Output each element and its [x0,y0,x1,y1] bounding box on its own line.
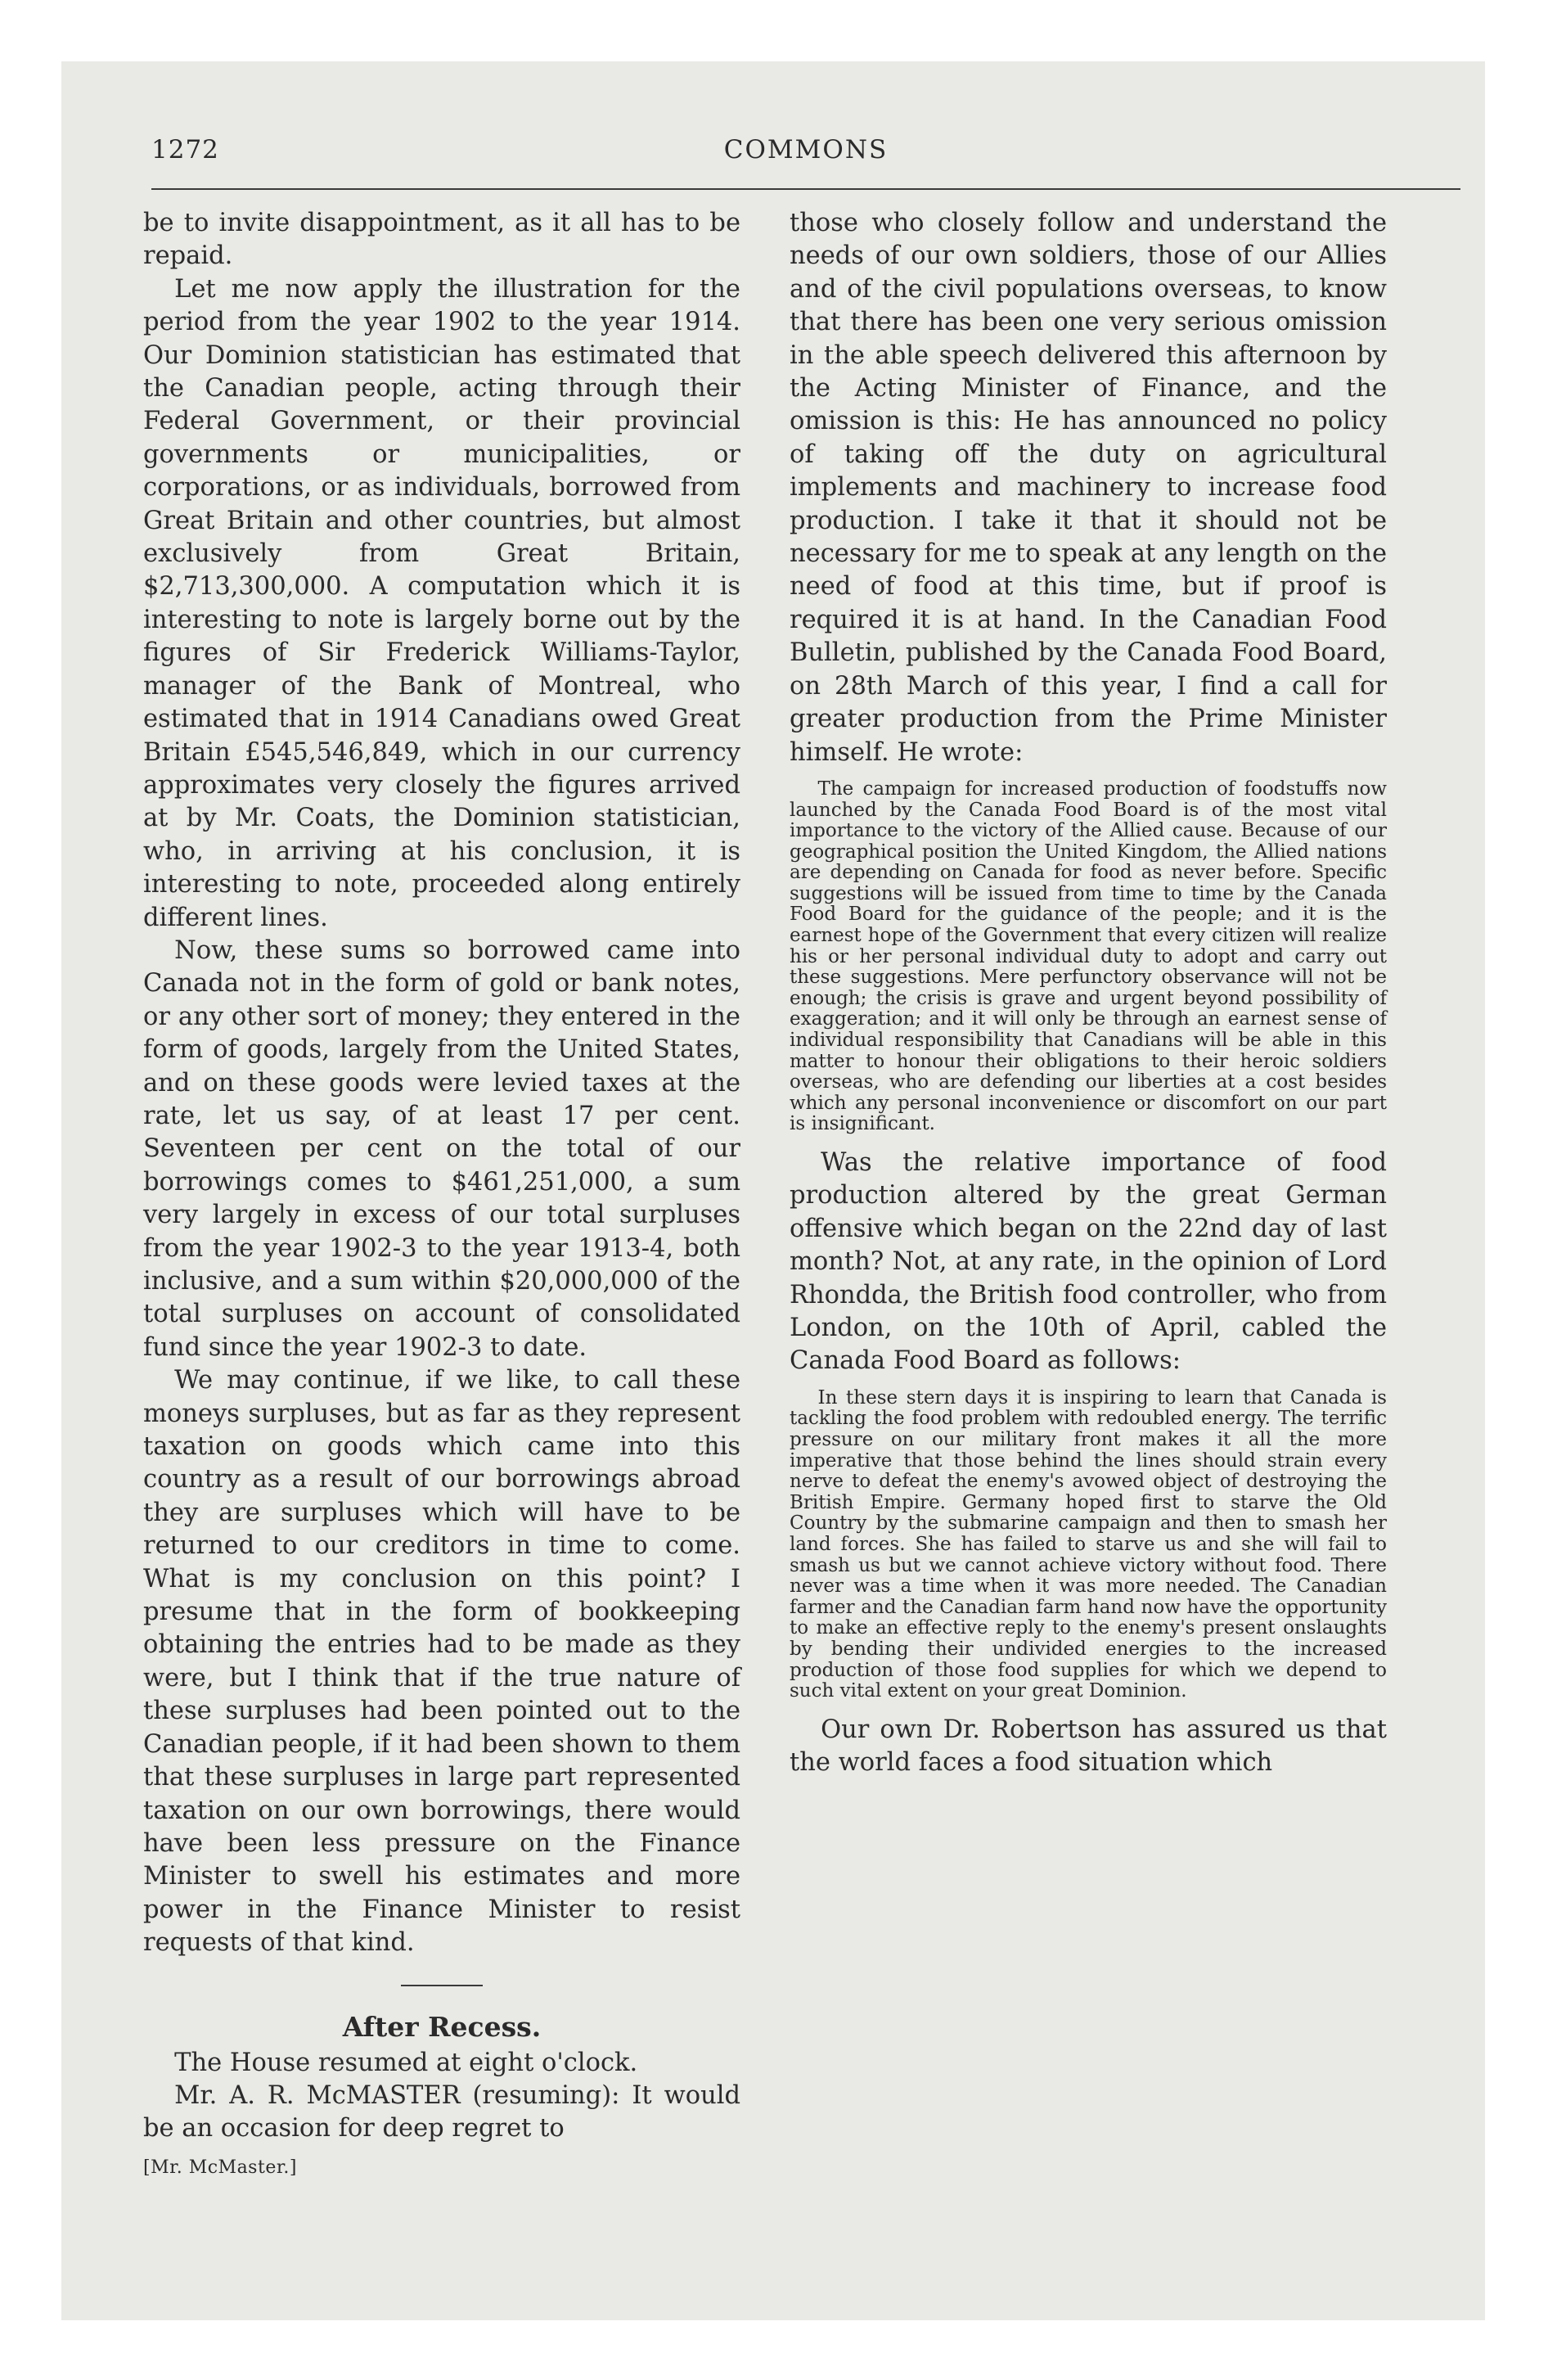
block-quote: In these stern days it is inspiring to learn that Canada is tackling the food problem with redoubled energy. The terrific pressure on our military front makes it all the more imperative that those behind the lines should strain every nerve to defeat the enemy's avowed object of destroying the British Empire. Germany hoped first to starve the Old Country by the submarine campaign and then to smash her land forces. She has failed to starve us and she will fail to smash us but we cannot achieve victory without food. There never was a time when it was more needed. The Canadian farmer and the Canadian farm hand now have the opportunity to make an effective reply to the enemy's present onslaughts by bending their undivided energies to the increased production of those food supplies for which we depend to such vital extent on your great Dominion. [790,1386,1387,1702]
page-header [151,135,1460,184]
block-quote: The campaign for increased production of foodstuffs now launched by the Canada Food Board is of the most vital importance to the victory of the Allied cause. Because of our geographical position the United Kingdom, the Allied nations are depending on Canada for food as never before. Specific suggestions will be issued from time to time by the Canada Food Board for the guidance of the people; and it is the earnest hope of the Government that every citizen will realize his or her personal individual duty to adopt and carry out these suggestions. Mere perfunctory observance will not be enough; the crisis is grave and urgent beyond possibility of exaggeration; and it will only be through an earnest sense of individual responsibility that Canadians will be able in this matter to honour their obligations to their heroic soldiers overseas, who are defending our liberties at a cost besides which any personal inconvenience or discomfort on our part is insignificant. [790,778,1387,1135]
right-column [790,207,1387,1780]
left-column [143,207,740,2178]
paragraph: The House resumed at eight o'clock. [174,2048,638,2077]
paragraph: Our own Dr. Robertson has assured us that the world faces a food situation which [790,1715,1387,1778]
section-heading: After Recess. [342,2010,542,2043]
paragraph: We may continue, if we like, to call these moneys surpluses, but as far as they represent taxation on goods which came into this country as a result of our borrowings abroad they are surpluses which will have to be returned to our creditors in time to come. What is my conclusion on this point? I presume that in the form of bookkeeping obtaining the entries had to be made as they were, but I think that if the true nature of these surpluses had been pointed out to the Canadian people, if it had been shown to them that these surpluses in large part represented taxation on our own borrowings, there would have been less pressure on the Finance Minister to swell his estimates and more power in the Finance Minister to resist requests of that kind. [143,1366,740,1958]
paragraph: those who closely follow and understand the needs of our own soldiers, those of our Allies and of the civil populations overseas, to know that there has been one very serious omission in the able speech delivered this afternoon by the Acting Minister of Finance, and the omission is this: He has announced no policy of taking off the duty on agricultural implements and machinery to increase food production. I take it that it should not be necessary for me to speak at any length on the need of food at this time, but if proof is required it is at hand. In the Canadian Food Bulletin, published by the Canada Food Board, on 28th March of this year, I find a call for greater production from the Prime Minister himself. He wrote: [790,209,1387,767]
page-number: 1272 [151,135,219,165]
page-sheet [61,61,1485,2320]
paragraph: Now, these sums so borrowed came into Canada not in the form of gold or bank notes, or any other sort of money; they entered in the form of goods, largely from the United States, and on these goods were levied taxes at the rate, let us say, of at least 17 per cent. Seventeen per cent on the total of our borrowings comes to $461,251,000, a sum very largely in excess of our total surpluses from the year 1902-3 to the year 1913-4, both inclusive, and a sum within $20,000,000 of the total surpluses on account of consolidated fund since the year 1902-3 to date. [143,935,740,1362]
speaker-attribution: [Mr. McMaster.] [143,2157,298,2178]
paragraph: Let me now apply the illustration for the period from the year 1902 to the year 1914. Our Dominion statistician has estimated that the Canadian people, acting through their Federal Government, or their provincial governments or municipalities, or corporations, or as individuals, borrowed from Great Britain and other countries, but almost exclusively from Great Britain, $2,713,300,000. A computation which it is interesting to note is largely borne out by the figures of Sir Frederick Williams-Taylor, manager of the Bank of Montreal, who estimated that in 1914 Canadians owed Great Britain £545,546,849, which in our currency approximates very closely the figures arrived at by Mr. Coats, the Dominion statistician, who, in arriving at his conclusion, it is interesting to note, proceeded along entirely different lines. [143,274,740,932]
header-rule [151,188,1460,190]
section-divider [401,1985,483,1986]
running-head: COMMONS [723,135,889,165]
paragraph: be to invite disappointment, as it all has to be repaid. [143,209,740,271]
paragraph: Mr. A. R. McMASTER (resuming): It would be an occasion for deep regret to [143,2080,740,2143]
paragraph: Was the relative importance of food production altered by the great German offensive which began on the 22nd day of last month? Not, at any rate, in the opinion of Lord Rhondda, the British food controller, who from London, on the 10th of April, cabled the Canada Food Board as follows: [790,1148,1387,1376]
